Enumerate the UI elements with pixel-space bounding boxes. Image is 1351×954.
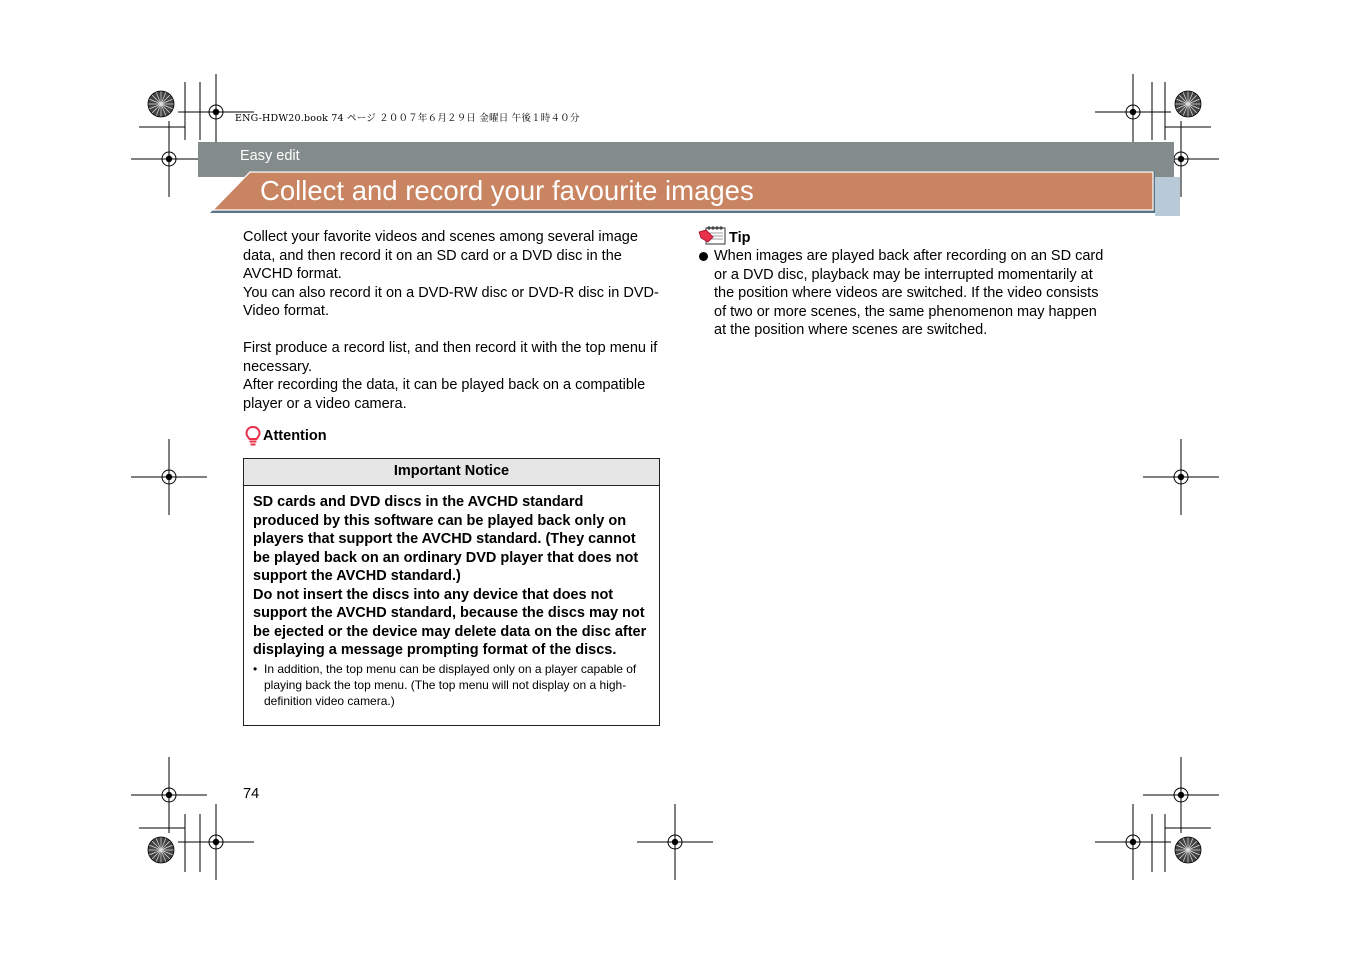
tip-bullet-item xyxy=(699,247,1104,340)
attention-heading xyxy=(244,425,327,447)
page-number: 74 xyxy=(243,786,260,802)
notice-note-text: In addition, the top menu can be displayed only on a player capable of playing back the top menu. (The top menu will not display on a high-definition video camera.) xyxy=(264,661,637,708)
intro-paragraph: You can also record it on a DVD-RW disc or DVD-R disc in DVD-Video format. xyxy=(243,284,659,319)
tip-label: Tip xyxy=(729,230,751,246)
attention-label: Attention xyxy=(263,428,327,444)
tip-text: When images are played back after recording on an SD card or a DVD disc, playback may be interrupted momentarily at the position where videos are switched. If the video consists of two or more scenes, the same phenomenon may happen at the position where scenes are switched. xyxy=(714,248,1104,338)
notice-body xyxy=(244,486,659,709)
lightbulb-icon xyxy=(244,425,262,447)
print-header: ENG-HDW20.book 74 ページ ２００７年６月２９日 金曜日 午後１時４０分 xyxy=(235,113,580,124)
intro-paragraph: First produce a record list, and then record it with the top menu if necessary. xyxy=(243,340,658,375)
accent-block xyxy=(1155,177,1180,216)
section-label: Easy edit xyxy=(240,148,300,164)
notice-title: Important Notice xyxy=(244,459,659,486)
intro-text xyxy=(243,228,663,413)
page-title: Collect and record your favourite images xyxy=(260,175,754,206)
notice-paragraph: Do not insert the discs into any device that does not support the AVCHD standard, because the discs may not be ejected or the device may delete data on the disc after displaying a message prompting format of the discs. xyxy=(253,586,647,658)
memo-pad-icon xyxy=(698,226,728,246)
notice-paragraph: SD cards and DVD discs in the AVCHD standard produced by this software can be played back only on players that support the AVCHD standard. (They cannot be played back on an ordinary DVD player that does not support the AVCHD standard.) xyxy=(253,494,639,584)
bullet-mark: • xyxy=(253,661,258,676)
bullet-dot xyxy=(699,252,708,261)
notice-bullet-item xyxy=(253,661,651,709)
important-notice-box xyxy=(243,458,660,726)
tip-heading xyxy=(698,226,750,246)
intro-paragraph: After recording the data, it can be played back on a compatible player or a video camera. xyxy=(243,377,646,412)
intro-paragraph: Collect your favorite videos and scenes among several image data, and then record it on an SD card or a DVD disc in the AVCHD format. xyxy=(243,229,638,282)
